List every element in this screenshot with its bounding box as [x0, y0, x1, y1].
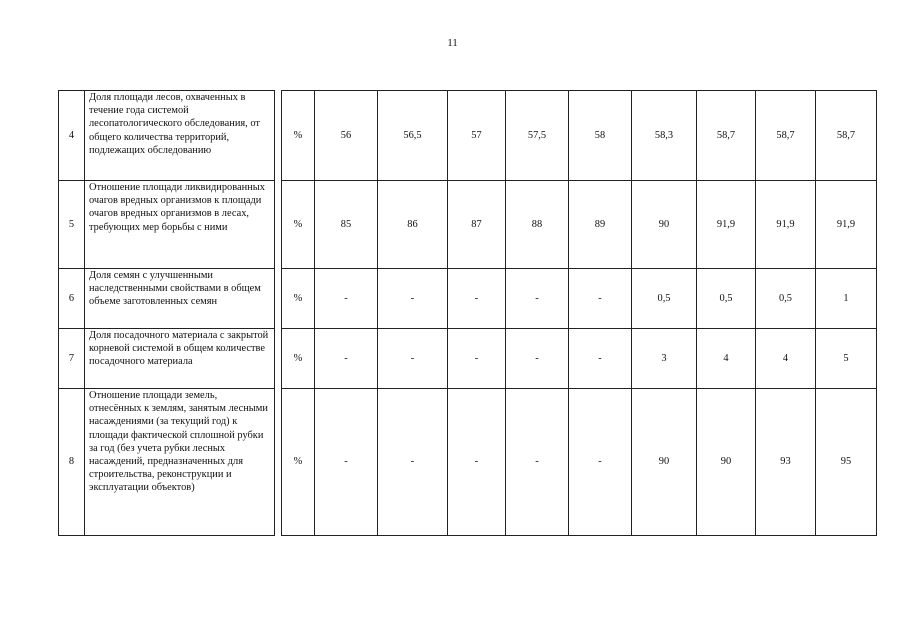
value-cell: 58,3 [632, 91, 697, 181]
row-number: 7 [59, 329, 85, 389]
row-number: 8 [59, 389, 85, 536]
value-cell: 0,5 [697, 269, 756, 329]
row-number: 6 [59, 269, 85, 329]
value-cell: 56 [315, 91, 378, 181]
value-cell: - [448, 329, 506, 389]
unit-cell: % [282, 91, 315, 181]
value-cell: - [506, 269, 569, 329]
value-cell: 4 [697, 329, 756, 389]
value-cell: 90 [632, 389, 697, 536]
column-gap [275, 91, 282, 181]
indicator-name: Отношение площади ликвидированных очагов вредных организмов к площади очагов вредных организмов в лесах, требующих мер борьбы с ними [85, 181, 275, 269]
unit-cell: % [282, 389, 315, 536]
value-cell: - [506, 389, 569, 536]
value-cell: - [506, 329, 569, 389]
value-cell: 0,5 [756, 269, 816, 329]
value-cell: 87 [448, 181, 506, 269]
unit-cell: % [282, 269, 315, 329]
value-cell: - [315, 329, 378, 389]
value-cell: 58,7 [756, 91, 816, 181]
value-cell: - [569, 329, 632, 389]
value-cell: 95 [816, 389, 877, 536]
table-row [59, 181, 877, 269]
value-cell: 58 [569, 91, 632, 181]
value-cell: - [378, 269, 448, 329]
indicator-name: Доля посадочного материала с закрытой корневой системой в общем количестве посадочного материала [85, 329, 275, 389]
value-cell: 86 [378, 181, 448, 269]
row-number: 5 [59, 181, 85, 269]
value-cell: 88 [506, 181, 569, 269]
value-cell: 91,9 [697, 181, 756, 269]
value-cell: - [378, 329, 448, 389]
value-cell: 57 [448, 91, 506, 181]
unit-cell: % [282, 181, 315, 269]
value-cell: 1 [816, 269, 877, 329]
indicator-name: Доля семян с улучшенными наследственными свойствами в общем объеме заготовленных семян [85, 269, 275, 329]
table-body [59, 91, 877, 536]
value-cell: 93 [756, 389, 816, 536]
table-row [59, 329, 877, 389]
page-number: 11 [447, 37, 458, 49]
indicator-name: Отношение площади земель, отнесённых к землям, занятым лесными насаждениями (за текущий год) к площади фактической сплошной рубки за год (без учета рубки лесных насаждений, предназначенных для строительства, реконструкции и эксплуатации объектов) [85, 389, 275, 536]
value-cell: 57,5 [506, 91, 569, 181]
value-cell: - [569, 269, 632, 329]
value-cell: 91,9 [756, 181, 816, 269]
row-number: 4 [59, 91, 85, 181]
value-cell: - [569, 389, 632, 536]
value-cell: 5 [816, 329, 877, 389]
value-cell: - [448, 389, 506, 536]
value-cell: 56,5 [378, 91, 448, 181]
column-gap [275, 329, 282, 389]
value-cell: 90 [632, 181, 697, 269]
value-cell: 58,7 [816, 91, 877, 181]
table-row [59, 269, 877, 329]
value-cell: - [315, 269, 378, 329]
unit-cell: % [282, 329, 315, 389]
value-cell: 4 [756, 329, 816, 389]
value-cell: 85 [315, 181, 378, 269]
column-gap [275, 269, 282, 329]
indicators-table [58, 90, 877, 536]
column-gap [275, 181, 282, 269]
value-cell: 90 [697, 389, 756, 536]
value-cell: 0,5 [632, 269, 697, 329]
value-cell: - [315, 389, 378, 536]
table-row [59, 91, 877, 181]
value-cell: - [448, 269, 506, 329]
value-cell: 91,9 [816, 181, 877, 269]
value-cell: - [378, 389, 448, 536]
value-cell: 3 [632, 329, 697, 389]
column-gap [275, 389, 282, 536]
value-cell: 58,7 [697, 91, 756, 181]
indicator-name: Доля площади лесов, охваченных в течение года системой лесопатологического обследования, от общего количества территорий, подлежащих обследованию [85, 91, 275, 181]
value-cell: 89 [569, 181, 632, 269]
table-row [59, 389, 877, 536]
